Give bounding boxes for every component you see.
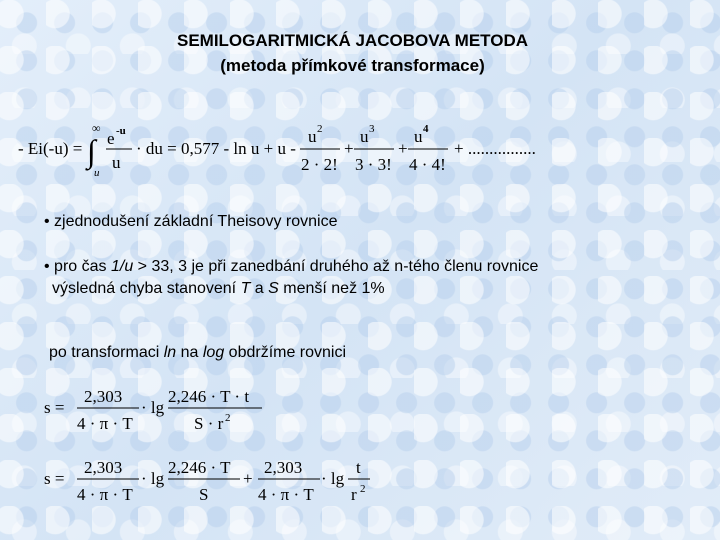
bullet2-S: S [268, 280, 279, 297]
formula-s2-f3-numerator: 2,303 [264, 458, 303, 477]
plus-sign-1: + [344, 139, 354, 158]
formula-s2-lg: · lg [141, 469, 165, 488]
term3-numerator: u [360, 127, 369, 146]
formula-s1-lhs: s = [44, 398, 65, 417]
bullet2-ratio: 1/u [110, 258, 134, 275]
formula-s2-plus: + [243, 469, 253, 488]
formula-ei-series [18, 118, 538, 180]
formula-s2-f1-numerator: 2,303 [84, 458, 123, 477]
bullet2-prefix: • pro čas [44, 258, 111, 275]
transform-log: log [202, 344, 225, 361]
integrand-numerator: e [107, 129, 115, 148]
transform-prefix: po transformaci [49, 344, 164, 361]
plus-sign-2: + [398, 139, 408, 158]
integrand-exponent: -u [116, 125, 126, 137]
integral-sign: ∫ [87, 133, 96, 169]
formula-s2-f4-exponent: 2 [360, 483, 366, 495]
bullet2-line2-b: a [250, 280, 269, 297]
transform-ln: ln [163, 344, 177, 361]
bullet2-line2-a: výsledná chyba stanovení [52, 280, 241, 297]
bullet2-line2 [44, 278, 538, 300]
formula-s2-f1-denominator: 4 · π · T [77, 485, 133, 504]
bullet-simplification: • zjednodušení základní Theisovy rovnice [44, 213, 338, 230]
term4-denominator: 4 · 4! [409, 155, 446, 174]
formula-s1-f2-denominator: S · r [194, 414, 224, 433]
formula-s2-f4-denominator: r [351, 485, 357, 504]
transform-text [49, 342, 346, 364]
term3-denominator: 3 · 3! [355, 155, 392, 174]
formula-s1-f2-numerator: 2,246 · T · t [168, 387, 250, 406]
formula-s1-f1-denominator: 4 · π · T [77, 414, 133, 433]
integral-lower-limit: u [94, 167, 100, 179]
bullet2-T: T [240, 280, 251, 297]
formula-s-2 [44, 453, 384, 509]
formula-s2-f2-denominator: S [199, 485, 209, 504]
term2-exponent: 2 [317, 123, 323, 135]
transform-mid: na [176, 344, 203, 361]
formula-s2-f3-denominator: 4 · π · T [258, 485, 314, 504]
formula-s2-f4-numerator: t [356, 458, 361, 477]
formula-s2-lhs: s = [44, 469, 65, 488]
term3-exponent: 3 [369, 123, 375, 135]
term2-denominator: 2 · 2! [301, 155, 338, 174]
formula-s1-lg: · lg [141, 398, 165, 417]
term4-numerator: u [414, 127, 423, 146]
series-tail: + ................ [454, 139, 536, 158]
transform-suffix: obdržíme rovnici [224, 344, 347, 361]
integral-upper-limit: ∞ [92, 121, 101, 135]
term4-exponent: 4 [423, 123, 429, 135]
formula-ei-du: · du = 0,577 - ln u + u - [136, 139, 296, 158]
formula-ei-lhs: - Ei(-u) = [18, 139, 83, 158]
bullet-error-condition [44, 256, 538, 300]
term2-numerator: u [308, 127, 317, 146]
formula-s2-lg2: · lg [321, 469, 345, 488]
formula-s1-f2-exponent: 2 [225, 412, 231, 424]
slide-title: SEMILOGARITMICKÁ JACOBOVA METODA [176, 31, 529, 50]
formula-s-1 [44, 382, 284, 438]
formula-s2-f2-numerator: 2,246 · T [168, 458, 231, 477]
integrand-denominator: u [112, 153, 121, 172]
slide-subtitle: (metoda přímkové transformace) [220, 56, 485, 75]
formula-s1-f1-numerator: 2,303 [84, 387, 123, 406]
bullet2-line2-c: menší než 1% [278, 280, 385, 297]
bullet2-mid: > 33, 3 je při zanedbání druhého až n-tého členu rovnice [133, 258, 539, 275]
